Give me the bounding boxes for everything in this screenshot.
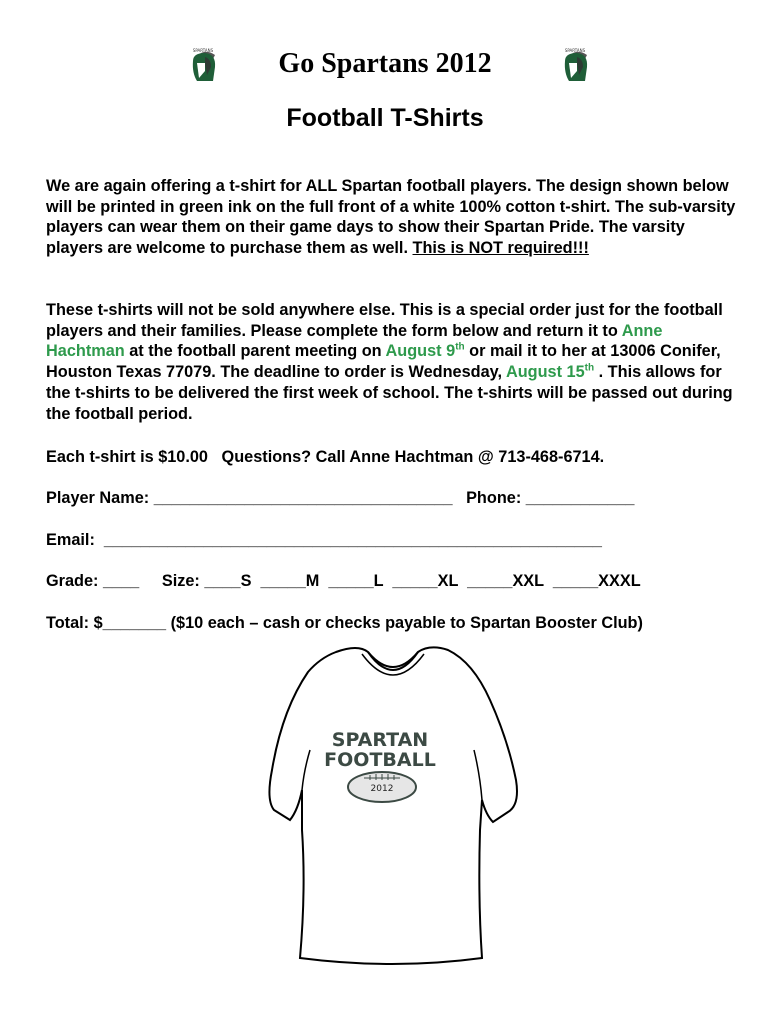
email-field[interactable]: Email: _______________________________________________________ [46, 531, 602, 549]
tshirt-illustration [258, 640, 528, 970]
tshirt-outline [269, 647, 517, 964]
shirt-text-football: FOOTBALL [324, 749, 436, 771]
football-icon [348, 772, 416, 802]
contact-name: Anne Hachtman [46, 321, 663, 361]
svg-text:SPARTANS: SPARTANS [192, 48, 214, 53]
page-subtitle: Football T-Shirts [286, 104, 484, 132]
order-paragraph [46, 300, 736, 424]
intro-paragraph [46, 176, 736, 259]
shirt-year: 2012 [370, 784, 394, 794]
meeting-date: August 9th [385, 341, 465, 361]
order-text-2: at the football parent meeting on [124, 342, 386, 361]
shirt-text-spartan: SPARTAN [331, 729, 429, 751]
total-field[interactable]: Total: $_______ ($10 each – cash or checks payable to Spartan Booster Club) [46, 614, 643, 632]
order-text-4: . This allows for the t-shirts to be delivered the first week of school. The t-shirts will be passed out during the football period. [46, 363, 733, 423]
not-required-note: This is NOT required!!! [412, 239, 589, 258]
deadline-date: August 15th [505, 362, 595, 382]
svg-text:SPARTANS: SPARTANS [564, 48, 586, 53]
grade-size-field[interactable]: Grade: ____ Size: ____S _____M _____L _____XL _____XXL _____XXXL [46, 572, 641, 590]
intro-text: We are again offering a t-shirt for ALL Spartan football players. The design shown below will be printed in green ink on the full front of a white 100% cotton t-shirt. The sub-varsity players can wear them on their game days to show their Spartan Pride. The varsity players are welcome to purchase them as well. [46, 177, 736, 258]
price-line: Each t-shirt is $10.00 Questions? Call Anne Hachtman @ 713-468-6714. [46, 448, 605, 466]
page-title: Go Spartans 2012 [278, 48, 492, 79]
order-text-1: These t-shirts will not be sold anywhere else. This is a special order just for the football players and their families. Please complete the form below and return it to [46, 301, 723, 340]
player-name-field[interactable]: Player Name: _________________________________ Phone: ____________ [46, 489, 635, 507]
order-text-3: or mail it to her at 13006 Conifer, Houston Texas 77079. The deadline to order is Wednesday, [46, 342, 721, 382]
